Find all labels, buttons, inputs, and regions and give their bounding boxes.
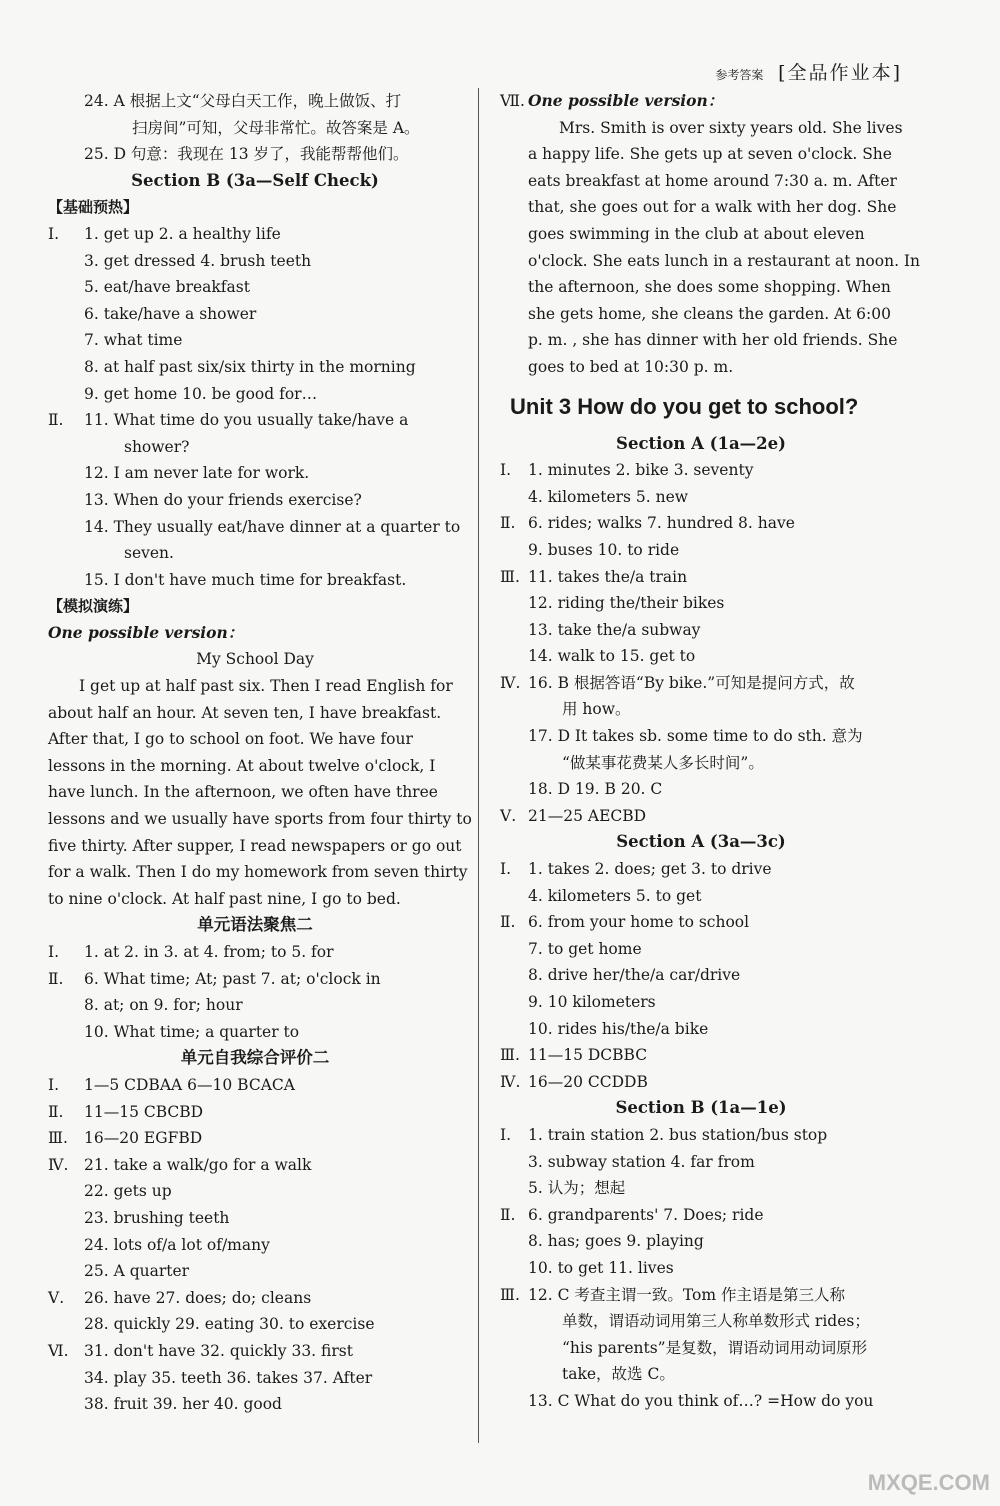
answer-text: 12. C 考查主谓一致。Tom 作主语是第三人称: [528, 1285, 845, 1304]
answer-line: [500, 1228, 902, 1255]
section-heading: Section B (3a—Self Check): [131, 170, 379, 190]
section-heading: Section A (3a—3c): [616, 832, 786, 852]
essay-line: o'clock. She eats lunch in a restaurant at noon. In: [528, 251, 921, 270]
answer-line: [500, 617, 902, 644]
answer-text: 34. play 35. teeth 36. takes 37. After: [84, 1368, 373, 1387]
section-marker: Ⅱ.: [48, 1102, 64, 1121]
section-marker: Ⅰ.: [500, 860, 512, 879]
answer-text: 15. I don't have much time for breakfast.: [84, 570, 407, 589]
answer-text: 6. take/have a shower: [84, 304, 257, 323]
section-marker: Ⅳ.: [500, 1072, 521, 1091]
watermark-logo: MXQE.COM: [867, 1470, 990, 1495]
answer-text: 25. D 句意：我现在 13 岁了，我能帮帮他们。: [84, 145, 409, 164]
answer-text: 1. at 2. in 3. at 4. from; to 5. for: [84, 943, 334, 961]
answer-text: 10. What time; a quarter to: [84, 1022, 300, 1041]
answer-line: [48, 88, 462, 115]
essay-line: about half an hour. At seven ten, I have breakfast.: [48, 703, 442, 722]
answer-line: [48, 1365, 462, 1392]
answer-text: 25. A quarter: [84, 1262, 190, 1281]
answer-text: 14. They usually eat/have dinner at a quarter to: [84, 517, 461, 536]
answer-text: 7. to get home: [528, 939, 642, 958]
answer-line: [500, 1255, 902, 1282]
answer-text: 9. buses 10. to ride: [528, 540, 680, 559]
answer-line: [500, 1388, 902, 1415]
answer-text: 单数，谓语动词用第三人称单数形式 rides；: [562, 1312, 870, 1331]
answer-line: [48, 248, 462, 275]
answer-line: [500, 962, 902, 989]
answer-line: [500, 510, 902, 537]
answer-line: [500, 564, 902, 591]
answer-line: [48, 1178, 462, 1205]
essay-line: lessons in the morning. At about twelve o'clock, I: [48, 756, 436, 775]
answer-text: 24. A 根据上文“父母白天工作，晚上做饭、打: [84, 92, 402, 110]
answer-line: [48, 1311, 462, 1338]
answer-line: [500, 883, 902, 910]
answer-line: [48, 221, 462, 248]
section-marker: Ⅱ.: [48, 411, 64, 430]
essay-line: eats breakfast at home around 7:30 a. m. After: [528, 171, 897, 190]
answer-line: [500, 1042, 902, 1069]
section-marker: Ⅲ.: [500, 1285, 520, 1304]
essay-line: that, she goes out for a walk with her dog. She: [528, 198, 897, 217]
answer-line: [500, 1282, 902, 1309]
answer-text: 16. B 根据答语“By bike.”可知是提问方式，故: [528, 673, 855, 692]
answer-text: 8. drive her/the/a car/drive: [528, 966, 741, 985]
answer-text: 1. takes 2. does; get 3. to drive: [528, 860, 772, 879]
section-marker: Ⅰ.: [48, 1075, 60, 1094]
right-column: [500, 88, 921, 1415]
answer-line: [48, 407, 462, 434]
answer-text: 1. get up 2. a healthy life: [84, 224, 281, 243]
section-marker: Ⅱ.: [500, 1205, 516, 1224]
answer-text: 6. from your home to school: [528, 913, 750, 932]
answer-text: 8. has; goes 9. playing: [528, 1232, 704, 1251]
section-marker: Ⅱ.: [500, 913, 516, 932]
essay-line: After that, I go to school on foot. We have four: [48, 730, 413, 749]
header-brand: [全品作业本]: [778, 62, 902, 84]
answer-line: [500, 989, 902, 1016]
answer-line: [500, 750, 902, 777]
section-marker: Ⅴ.: [500, 806, 517, 825]
answer-line: [500, 1069, 902, 1096]
answer-text: 16—20 EGFBD: [84, 1129, 203, 1148]
answer-line: [500, 643, 902, 670]
answer-text: 38. fruit 39. her 40. good: [84, 1395, 282, 1414]
answer-line: [500, 1335, 902, 1362]
essay-line: Mrs. Smith is over sixty years old. She lives: [559, 118, 903, 137]
answer-line: [48, 274, 462, 301]
answer-line: [48, 434, 462, 461]
answer-line: [48, 966, 462, 993]
answer-text: 6. What time; At; past 7. at; o'clock in: [84, 969, 381, 988]
answer-text: 18. D 19. B 20. C: [528, 780, 663, 799]
essay-paragraph: [48, 673, 472, 912]
answer-line: [500, 1308, 902, 1335]
answer-line: [500, 484, 902, 511]
section-marker: Ⅳ.: [500, 673, 521, 692]
answer-line: [500, 776, 902, 803]
answer-text: 9. 10 kilometers: [528, 993, 656, 1011]
answer-text: 13. take the/a subway: [528, 620, 701, 639]
section-marker: Ⅱ.: [48, 969, 64, 988]
version-label: One possible version：: [48, 622, 244, 642]
left-column: [48, 88, 472, 1418]
answer-line: [48, 115, 462, 142]
answer-line: [48, 540, 462, 567]
section-marker: Ⅴ.: [48, 1288, 65, 1307]
answer-line: [48, 1232, 462, 1259]
version-label-line: [500, 88, 902, 115]
essay-line: goes to bed at 10:30 p. m.: [528, 357, 734, 376]
answer-text: 1—5 CDBAA 6—10 BCACA: [84, 1075, 295, 1094]
answer-text: 21—25 AECBD: [528, 806, 647, 825]
answer-line: [48, 1285, 462, 1312]
unit-title: Unit 3 How do you get to school?: [510, 393, 859, 419]
answer-text: 26. have 27. does; do; cleans: [84, 1288, 312, 1307]
section-heading: Section A (1a—2e): [616, 433, 786, 453]
version-label: One possible version：: [528, 91, 724, 110]
header-label: 参考答案: [715, 68, 764, 82]
answer-line: [500, 936, 902, 963]
answer-text: 11. What time do you usually take/have a: [84, 411, 409, 430]
answer-line: [48, 939, 462, 966]
answer-text: “做某事花费某人多长时间”。: [562, 753, 764, 772]
answer-text: take，故选 C。: [562, 1365, 675, 1384]
answer-line: [48, 381, 462, 408]
section-heading: 单元语法聚焦二: [197, 915, 313, 935]
section-marker: Ⅰ.: [48, 224, 60, 243]
section-marker: Ⅲ.: [500, 567, 520, 586]
answer-text: 10. rides his/the/a bike: [528, 1019, 709, 1038]
answer-line: [500, 670, 902, 697]
answer-line: [48, 1019, 462, 1046]
answer-line: [500, 803, 902, 830]
answer-line: [500, 696, 902, 723]
answer-text: “his parents”是复数，谓语动词用动词原形: [562, 1338, 868, 1357]
answer-line: [48, 141, 462, 168]
answer-line: [48, 1072, 462, 1099]
section-marker: Ⅰ.: [48, 943, 60, 961]
answer-line: [48, 301, 462, 328]
answer-line: [500, 1361, 902, 1388]
answer-text: seven.: [124, 544, 174, 563]
answer-text: 1. minutes 2. bike 3. seventy: [528, 461, 754, 480]
section-marker: Ⅲ.: [48, 1129, 68, 1148]
answer-line: [500, 457, 902, 484]
essay-line: she gets home, she cleans the garden. At 6:00: [528, 304, 891, 323]
answer-text: shower?: [124, 437, 190, 456]
version-label-line: [48, 620, 462, 647]
answer-line: [48, 354, 462, 381]
answer-text: 用 how。: [562, 700, 631, 719]
answer-text: 12. riding the/their bikes: [528, 594, 725, 613]
answer-text: 21. take a walk/go for a walk: [84, 1155, 312, 1174]
answer-text: 4. kilometers 5. to get: [528, 886, 702, 905]
answer-line: [500, 1149, 902, 1176]
answer-text: 5. 认为；想起: [528, 1179, 626, 1198]
answer-line: [500, 590, 902, 617]
answer-text: 3. get dressed 4. brush teeth: [84, 251, 312, 270]
page-header: [715, 58, 902, 85]
answer-line: [48, 514, 462, 541]
answer-line: [500, 1016, 902, 1043]
answer-text: 8. at half past six/six thirty in the morning: [84, 357, 416, 376]
subsection-heading: 【模拟演练】: [48, 597, 139, 616]
essay-line: I get up at half past six. Then I read English for: [79, 677, 453, 696]
answer-text: 23. brushing teeth: [84, 1208, 230, 1227]
answer-text: 22. gets up: [84, 1182, 172, 1201]
essay-line: a happy life. She gets up at seven o'clock. She: [528, 145, 892, 164]
section-marker: Ⅰ.: [500, 1125, 512, 1144]
answer-line: [48, 1391, 462, 1418]
answer-line: [48, 1152, 462, 1179]
answer-text: 5. eat/have breakfast: [84, 278, 250, 297]
answer-text: 31. don't have 32. quickly 33. first: [84, 1341, 353, 1360]
answer-text: 17. D It takes sb. some time to do sth. 意为: [528, 727, 863, 746]
answer-text: 6. grandparents' 7. Does; ride: [528, 1205, 764, 1224]
answer-line: [48, 1258, 462, 1285]
answer-line: [48, 327, 462, 354]
answer-text: 14. walk to 15. get to: [528, 647, 696, 666]
essay-line: for a walk. Then I do my homework from seven thirty: [48, 863, 468, 882]
answer-text: 9. get home 10. be good for…: [84, 384, 318, 403]
essay-line: to nine o'clock. At half past nine, I go to bed.: [48, 889, 401, 908]
section-heading: 单元自我综合评价二: [180, 1048, 330, 1068]
section-marker: Ⅰ.: [500, 461, 512, 480]
answer-text: 1. train station 2. bus station/bus stop: [528, 1125, 828, 1144]
essay-line: five thirty. After supper, I read newspapers or go out: [48, 836, 462, 855]
essay-title: My School Day: [196, 650, 314, 669]
answer-line: [48, 1338, 462, 1365]
section-marker: Ⅱ.: [500, 514, 516, 533]
answer-text: 16—20 CCDDB: [528, 1072, 648, 1091]
answer-text: 扫房间”可知，父母非常忙。故答案是 A。: [132, 118, 420, 137]
answer-text: 4. kilometers 5. new: [528, 487, 689, 506]
section-marker: Ⅲ.: [500, 1046, 520, 1065]
answer-line: [48, 1205, 462, 1232]
answer-text: 3. subway station 4. far from: [528, 1152, 755, 1171]
answer-text: 8. at; on 9. for; hour: [84, 996, 243, 1015]
answer-text: 13. C What do you think of…? =How do you: [528, 1391, 874, 1410]
answer-line: [500, 1175, 902, 1202]
essay-line: lessons and we usually have sports from four thirty to: [48, 810, 472, 829]
section-marker: Ⅶ.: [500, 92, 525, 110]
answer-line: [48, 460, 462, 487]
answer-text: 13. When do your friends exercise?: [84, 490, 362, 509]
answer-line: [500, 723, 902, 750]
answer-text: 11—15 CBCBD: [84, 1102, 204, 1121]
essay-line: goes swimming in the club at about eleven: [528, 224, 865, 243]
answer-line: [500, 537, 902, 564]
answer-text: 24. lots of/a lot of/many: [84, 1235, 270, 1254]
subsection-heading: 【基础预热】: [48, 198, 139, 217]
answer-line: [48, 1099, 462, 1126]
answer-text: 6. rides; walks 7. hundred 8. have: [528, 514, 795, 533]
answer-text: 11—15 DCBBC: [528, 1046, 648, 1065]
answer-text: 10. to get 11. lives: [528, 1258, 674, 1277]
section-heading: Section B (1a—1e): [615, 1098, 787, 1118]
answer-line: [48, 487, 462, 514]
answer-line: [48, 992, 462, 1019]
column-divider: [478, 88, 479, 1443]
essay-paragraph: [528, 115, 921, 381]
answer-text: 28. quickly 29. eating 30. to exercise: [84, 1315, 375, 1334]
answer-line: [48, 1125, 462, 1152]
answer-line: [500, 1122, 902, 1149]
answer-line: [48, 567, 462, 594]
essay-line: have lunch. In the afternoon, we often have three: [48, 783, 438, 802]
answer-text: 11. takes the/a train: [528, 567, 688, 586]
answer-line: [500, 1202, 902, 1229]
section-marker: Ⅳ.: [48, 1155, 69, 1174]
answer-line: [500, 909, 902, 936]
answer-line: [500, 856, 902, 883]
answer-text: 7. what time: [84, 331, 183, 350]
essay-line: the afternoon, she does some shopping. When: [528, 278, 891, 297]
answer-text: 12. I am never late for work.: [84, 464, 310, 483]
section-marker: Ⅵ.: [48, 1341, 69, 1360]
essay-line: p. m. , she has dinner with her old friends. She: [528, 331, 898, 350]
